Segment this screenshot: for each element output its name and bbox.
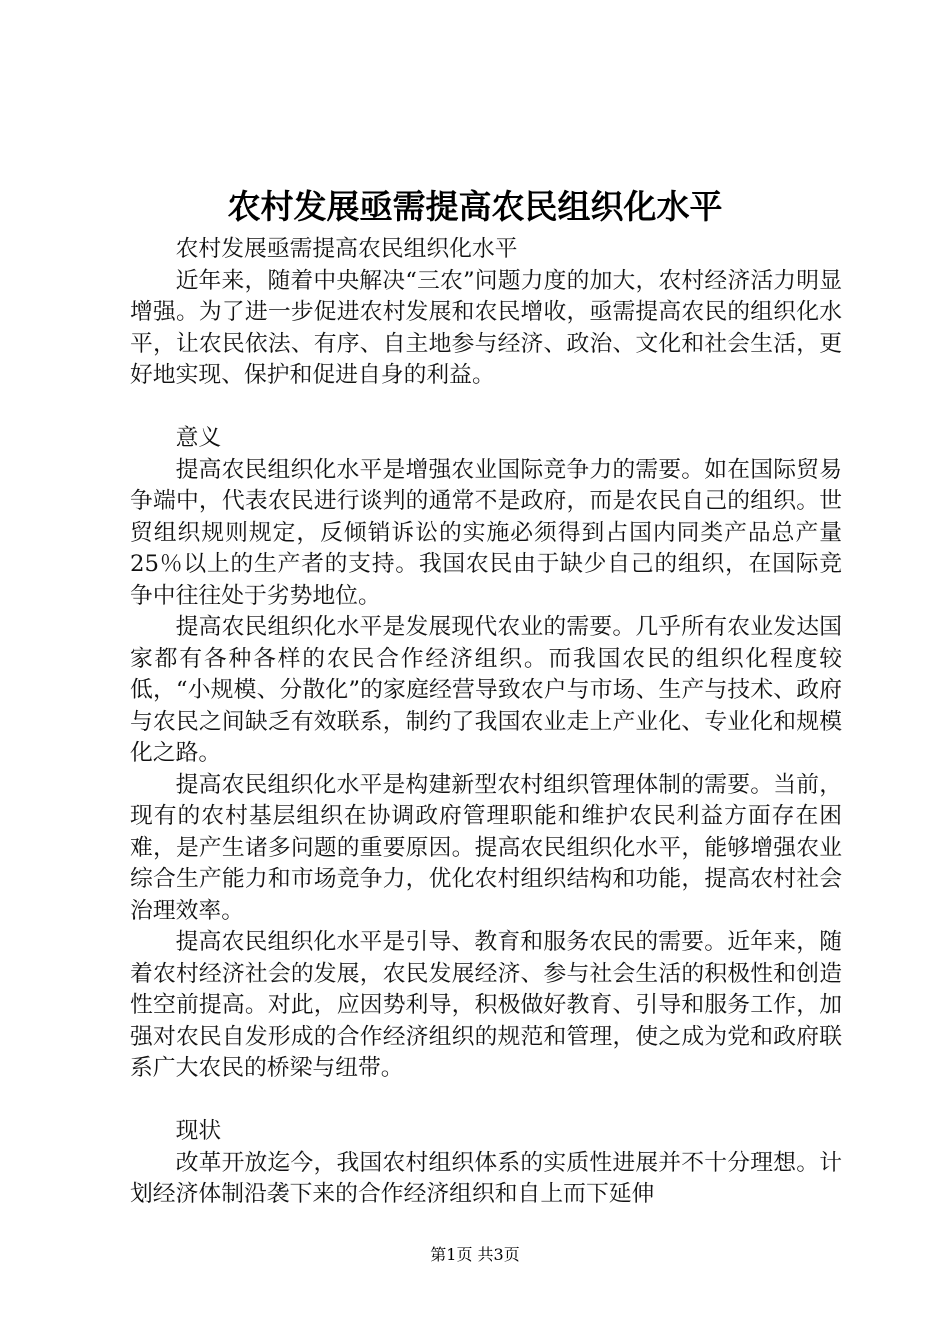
meaning-paragraph-1: 提高农民组织化水平是增强农业国际竞争力的需要。如在国际贸易争端中，代表农民进行谈判的通常不是政府，而是农民自己的组织。世贸组织规则规定，反倾销诉讼的实施必须得到占国内同类产品总产量25％以上的生产者的支持。我国农民由于缺少自己的组织，在国际竞争中往往处于劣势地位。 — [130, 456, 842, 609]
meaning-paragraph-2: 提高农民组织化水平是发展现代农业的需要。几乎所有农业发达国家都有各种各样的农民合作经济组织。而我国农民的组织化程度较低，“小规模、分散化”的家庭经营导致农户与市场、生产与技术、政府与农民之间缺乏有效联系，制约了我国农业走上产业化、专业化和规模化之路。 — [130, 614, 842, 766]
blank-line — [130, 1085, 842, 1117]
document-title: 农村发展亟需提高农民组织化水平 — [227, 187, 723, 226]
section-heading-status: 现状 — [175, 1118, 222, 1144]
section-heading-meaning: 意义 — [175, 425, 222, 451]
blank-line — [130, 392, 842, 424]
intro-paragraph: 近年来，随着中央解决“三农”问题力度的加大，农村经济活力明显增强。为了进一步促进农村发展和农民增收，亟需提高农民的组织化水平，让农民依法、有序、自主地参与经济、政治、文化和社会生活，更好地实现、保护和促进自身的利益。 — [130, 267, 842, 388]
meaning-paragraph-3: 提高农民组织化水平是构建新型农村组织管理体制的需要。当前，现有的农村基层组织在协调政府管理职能和维护农民利益方面存在困难，是产生诸多问题的重要原因。提高农民组织化水平，能够增强农业综合生产能力和市场竞争力，优化农村组织结构和功能，提高农村社会治理效率。 — [130, 771, 842, 924]
page-footer: 第1页 共3页 — [430, 1245, 520, 1264]
document-subtitle: 农村发展亟需提高农民组织化水平 — [175, 236, 518, 262]
document-body — [130, 234, 842, 1211]
status-paragraph-1: 改革开放迄今，我国农村组织体系的实质性进展并不十分理想。计划经济体制沿袭下来的合作经济组织和自上而下延伸 — [130, 1149, 842, 1207]
meaning-paragraph-4: 提高农民组织化水平是引导、教育和服务农民的需要。近年来，随着农村经济社会的发展，农民发展经济、参与社会生活的积极性和创造性空前提高。对此，应因势利导，积极做好教育、引导和服务工作，加强对农民自发形成的合作经济组织的规范和管理，使之成为党和政府联系广大农民的桥梁与纽带。 — [130, 929, 842, 1081]
